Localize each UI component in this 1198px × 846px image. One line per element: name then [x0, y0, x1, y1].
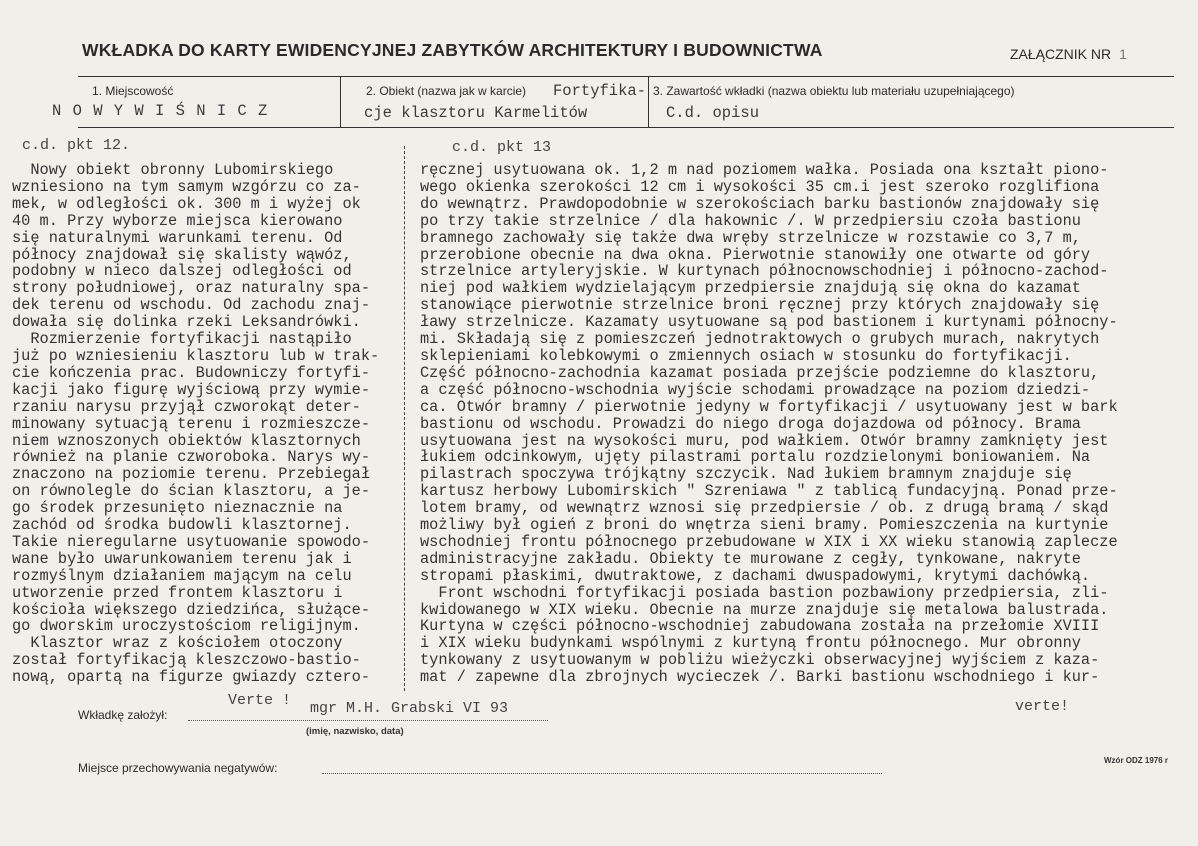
text-line: bastionu od wschodu. Prowadzi do niego droga dojazdowa od północy. Brama [420, 414, 1081, 433]
annex-label-text: ZAŁĄCZNIK NR [1010, 46, 1112, 62]
header-fields-row [52, 76, 1174, 128]
field-2-value-line2: cje klasztoru Karmelitów [364, 104, 588, 122]
text-line: lotem bramy, od wewnątrz wznosi się przedpiersie / ob. z drugą bramą / skąd [420, 499, 1109, 518]
text-line: wane było uwarunkowaniem terenu jak i [12, 549, 352, 568]
text-line: niem wznoszonych obiektów klasztornych [12, 431, 361, 450]
left-text-column [12, 162, 400, 692]
storage-label: Miejsce przechowywania negatywów: [78, 761, 278, 775]
text-line: możliwy był ogień z broni do wnętrza sieni bramy. Pomieszczenia na kurtynie [420, 516, 1109, 535]
text-line: tynkowany z usytuowanym w pobliżu wieżyczki obserwacyjnej wyjściem z kaza- [420, 651, 1100, 670]
text-line: kwidowanego w XIX wieku. Obecnie na murze znajduje się metalowa balustrada. [420, 600, 1109, 619]
text-line: Część północno-zachodnia kazamat posiada przejście podziemne do klasztoru, [420, 363, 1100, 382]
text-line: wego okienka szerokości 12 cm i wysokości 35 cm.i jest szeroko rozglifiona [420, 177, 1100, 196]
right-section-ref: c.d. pkt 13 [452, 139, 552, 156]
text-line: został fortyfikacją kleszczowo-bastio- [12, 651, 361, 670]
column-separator [404, 146, 405, 691]
text-line: zachód od środka budowli klasztornej. [12, 516, 352, 535]
field-1-label: 1. Miejscowość [92, 84, 174, 98]
text-line: mi. Składają się z pomieszczeń jednotraktowych o grubych murach, nakrytych [420, 330, 1100, 349]
text-line: się naturalnymi warunkami terenu. Od [12, 228, 343, 247]
left-verte: Verte ! [228, 692, 292, 709]
text-line: cie kończenia prac. Budowniczy fortyfi- [12, 363, 371, 382]
text-line: dek terenu od wschodu. Od zachodu znaj- [12, 296, 371, 315]
text-line: znaczono na poziomie terenu. Przebiegał [12, 465, 371, 484]
text-line: wzniesiono na tym samym wzgórzu co za- [12, 177, 361, 196]
text-line: Klasztor wraz z kościołem otoczony [12, 634, 343, 653]
text-line: usytuowana jest na wysokości muru, pod wałkiem. Otwór bramny zamknięty jest [420, 431, 1109, 450]
text-line: Takie nieregularne usytuowanie spowodo- [12, 532, 371, 551]
annex-number: 1 [1119, 46, 1127, 62]
author-hint: (imię, nazwisko, data) [306, 726, 404, 737]
form-code: Wzór ODZ 1976 r [1104, 756, 1169, 765]
text-line: Front wschodni fortyfikacji posiada bastion pozbawiony przedpiersia, zli- [420, 583, 1109, 602]
text-line: minowany sytuacją terenu i rozmieszcze- [12, 414, 371, 433]
text-line: północy znajdował się skalisty wąwóz, [12, 245, 352, 264]
field-3-value: C.d. opisu [666, 104, 760, 122]
text-line: pilastrach spoczywa trójkątny szczycik. Nad łukiem bramnym znajduje się [420, 465, 1072, 484]
text-line: rozmyślnym działaniem mającym na celu [12, 566, 352, 585]
text-line: ławy strzelnicze. Kazamaty usytuowane są pod bastionem i kurtynami północny- [420, 313, 1118, 332]
annex-label [1010, 46, 1127, 62]
text-line: bramnego zachowały się także dwa wręby strzelnicze w rozstawie co 3,7 m, [420, 228, 1081, 247]
text-line: ręcznej usytuowana ok. 1,2 m nad poziomem wałka. Posiada ona kształt piono- [420, 162, 1109, 179]
text-line: go dworskim uroczystościom religijnym. [12, 617, 361, 636]
text-line: dowała się dolinka rzeki Leksandrówki. [12, 313, 361, 332]
field-divider [648, 77, 649, 127]
text-line: utworzenie przed frontem klasztoru i [12, 583, 343, 602]
text-line: go środek przesunięto nieznacznie na [12, 499, 343, 518]
text-line: łukiem odcinkowym, ujęty pilastrami portalu rozdzielonymi boniowaniem. Na [420, 448, 1091, 467]
text-line: stanowiące pierwotnie strzelnice broni ręcznej przy których znajdowały się [420, 296, 1100, 315]
text-line: strzelnice artyleryjskie. W kurtynach północnowschodniej i północno-zachod- [420, 262, 1109, 281]
text-line: Nowy obiekt obronny Lubomirskiego [12, 162, 334, 179]
text-line: wschodniej frontu północnego przebudowane w XIX i XX wieku stanowią zaplecze [420, 532, 1118, 551]
left-section-ref: c.d. pkt 12. [22, 137, 131, 154]
text-line: on równolegle do ścian klasztoru, a je- [12, 482, 371, 501]
author-dotted-line [188, 720, 548, 721]
text-line: administracyjne zakładu. Obiekty te murowane z cegły, tynkowane, nakryte [420, 549, 1081, 568]
author-label: Wkładkę założył: [78, 708, 168, 722]
text-line: nową, opartą na figurze gwiazdy cztero- [12, 668, 371, 687]
storage-dotted-line [322, 773, 882, 774]
text-line: również na planie czworoboka. Narys wy- [12, 448, 371, 467]
text-line: Rozmierzenie fortyfikacji nastąpiło [12, 330, 352, 349]
text-line: kościoła większego dziedzińca, służące- [12, 600, 371, 619]
text-line: mek, w odległości ok. 300 m i wyżej ok [12, 194, 361, 213]
text-line: stropami płaskimi, dwutraktowe, z dachami dwuspadowymi, krytymi dachówką. [420, 566, 1091, 585]
text-line: po trzy takie strzelnice / dla hakownic /. W przedpiersiu czoła bastionu [420, 211, 1081, 230]
text-line: ca. Otwór bramny / pierwotnie jedyny w fortyfikacji / usytuowany jest w bark [420, 397, 1118, 416]
text-line: kacji jako figurę wyjściową przy wymie- [12, 380, 371, 399]
text-line: niej pod wałkiem wydzielającym przedpiersie znajdują się okna do kazamat [420, 279, 1081, 298]
text-line: a część północno-wschodnia wyjście schodami prowadzące na poziom dziedzi- [420, 380, 1091, 399]
field-1-value: N O W Y W I Ś N I C Z [52, 102, 269, 120]
field-2-value-line1: Fortyfika- [553, 82, 647, 100]
text-line: do wewnątrz. Prawdopodobnie w szerokościach barku bastionów znajdowały się [420, 194, 1100, 213]
text-line: strony południowej, oraz naturalny spa- [12, 279, 371, 298]
field-3-label: 3. Zawartość wkładki (nazwa obiektu lub materiału uzupełniającego) [653, 84, 1015, 98]
right-text-column [420, 162, 1196, 692]
field-2-label: 2. Obiekt (nazwa jak w karcie) [366, 84, 527, 98]
text-line: sklepieniami kolebkowymi o zmiennych osiach w stosunku do fortyfikacji. [420, 346, 1072, 365]
right-verte: verte! [1015, 698, 1070, 715]
text-line: już po wzniesieniu klasztoru lub w trak- [12, 346, 380, 365]
field-divider [340, 77, 341, 127]
text-line: rzaniu narysu przyjął czworokąt deter- [12, 397, 361, 416]
text-line: kartusz herbowy Lubomirskich " Szreniawa " z tablicą fundacyjną. Ponad prze- [420, 482, 1118, 501]
text-line: Kurtyna w części północno-wschodniej zabudowana została na przełomie XVIII [420, 617, 1100, 636]
author-value: mgr M.H. Grabski VI 93 [310, 700, 509, 717]
text-line: 40 m. Przy wyborze miejsca kierowano [12, 211, 343, 230]
text-line: mat / zapewne dla zbrojnych wycieczek /. Barki bastionu wschodniego i kur- [420, 668, 1100, 687]
text-line: podobny w nieco dalszej odległości od [12, 262, 352, 281]
form-title: WKŁADKA DO KARTY EWIDENCYJNEJ ZABYTKÓW ARCHITEKTURY I BUDOWNICTWA [82, 40, 823, 60]
text-line: przerobione obecnie na dwa okna. Pierwotnie stanowiły one otwarte od góry [420, 245, 1091, 264]
text-line: i XIX wieku budynkami wspólnymi z kurtyną frontu północnego. Mur obronny [420, 634, 1081, 653]
